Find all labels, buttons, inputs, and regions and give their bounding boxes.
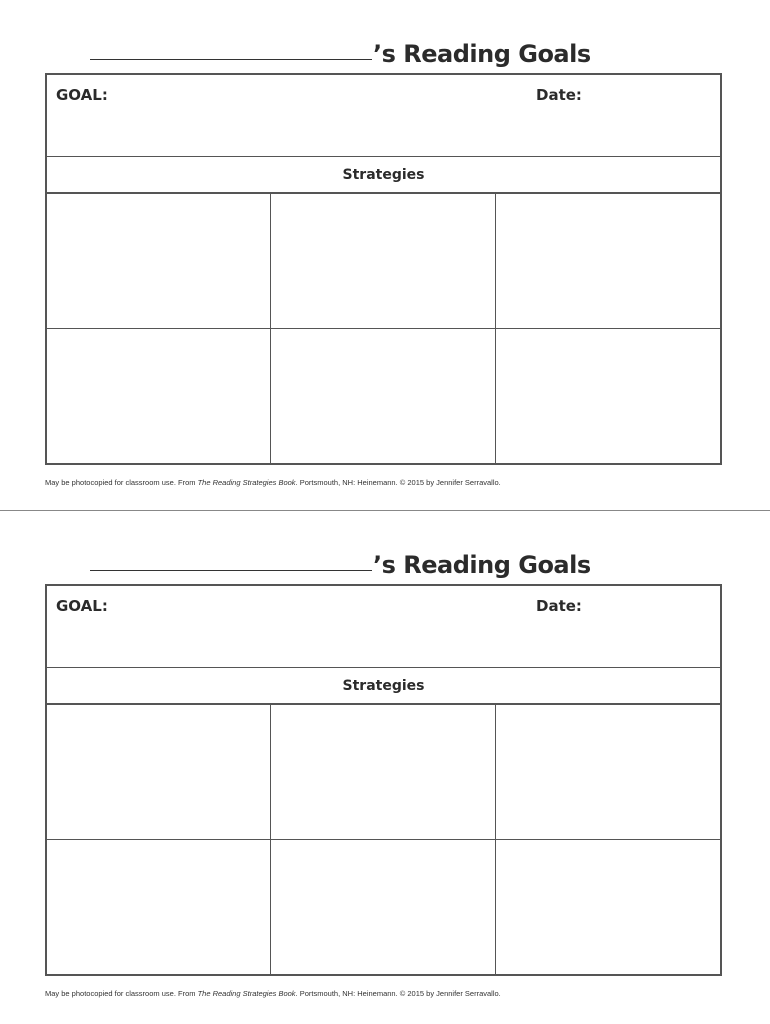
goal-label: GOAL: [56, 597, 108, 615]
strategy-grid [47, 194, 720, 463]
goal-box[interactable] [47, 586, 720, 668]
title-text: ’s Reading Goals [373, 40, 591, 68]
strategy-cell[interactable] [47, 329, 271, 464]
goal-table [45, 584, 722, 976]
strategy-cell[interactable] [271, 705, 495, 840]
sheet-title [90, 541, 591, 577]
goal-label: GOAL: [56, 86, 108, 104]
date-label: Date: [536, 597, 582, 615]
strategy-cell[interactable] [496, 329, 720, 464]
footer-book-title: The Reading Strategies Book [197, 989, 296, 998]
strategy-grid [47, 705, 720, 974]
student-name-blank[interactable] [90, 569, 372, 571]
footer-prefix: May be photocopied for classroom use. From [45, 478, 198, 487]
strategy-cell[interactable] [496, 840, 720, 975]
sheet-title [90, 30, 591, 66]
goal-box[interactable] [47, 75, 720, 157]
copyright-footer [45, 989, 501, 998]
strategy-cell[interactable] [271, 329, 495, 464]
strategies-header [47, 157, 720, 194]
strategy-cell[interactable] [47, 840, 271, 975]
title-text: ’s Reading Goals [373, 551, 591, 579]
strategies-header [47, 668, 720, 705]
strategies-label: Strategies [342, 677, 425, 694]
strategy-cell[interactable] [47, 705, 271, 840]
date-label: Date: [536, 86, 582, 104]
copyright-footer [45, 478, 501, 487]
goal-table [45, 73, 722, 465]
strategy-cell[interactable] [271, 840, 495, 975]
footer-prefix: May be photocopied for classroom use. From [45, 989, 198, 998]
footer-suffix: . Portsmouth, NH: Heinemann. © 2015 by Jennifer Serravallo. [295, 989, 501, 998]
strategy-cell[interactable] [47, 194, 271, 329]
footer-book-title: The Reading Strategies Book [197, 478, 296, 487]
strategy-cell[interactable] [496, 194, 720, 329]
strategy-cell[interactable] [271, 194, 495, 329]
strategy-cell[interactable] [496, 705, 720, 840]
student-name-blank[interactable] [90, 58, 372, 60]
reading-goals-sheet-top [0, 0, 770, 511]
reading-goals-sheet-bottom [0, 511, 770, 1022]
strategies-label: Strategies [342, 166, 425, 183]
footer-suffix: . Portsmouth, NH: Heinemann. © 2015 by Jennifer Serravallo. [295, 478, 501, 487]
